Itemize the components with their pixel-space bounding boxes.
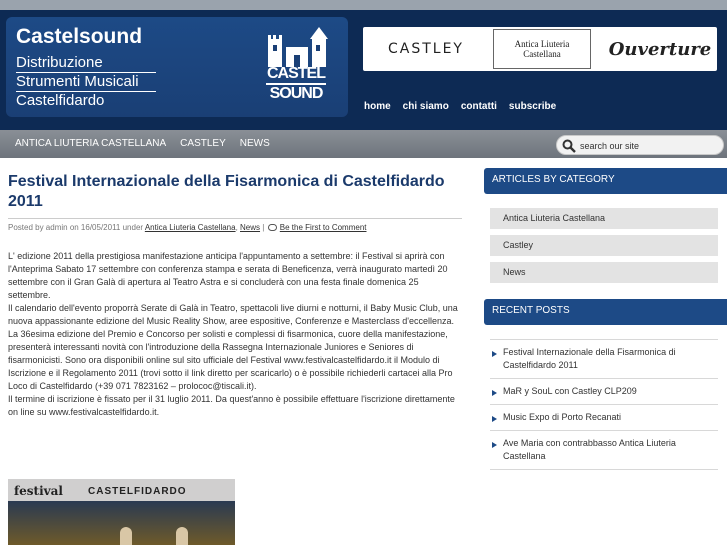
- comment-icon: [268, 224, 277, 231]
- logo-wordmark-line-1: CASTEL: [267, 65, 325, 82]
- antica-logo-line-2: Castellana: [523, 49, 561, 59]
- search-input[interactable]: [580, 138, 720, 153]
- recent-post-item[interactable]: Ave Maria con contrabbasso Antica Liuteria Castellana: [490, 431, 718, 470]
- post-image-festival[interactable]: [8, 479, 235, 545]
- post-paragraph: L' edizione 2011 della prestigiosa manifestazione anticipa l'appuntamento a settembre: il Festival si aprirà con l'Anteprima Sabato 17 settembre con conferenza stampa e serata di Beneficenza, verrà inaugurato martedì 20 settembre con il Gran Galà di apertura al Teatro Astra e si concluderà con una festa finale domenica 25 settembre.: [8, 251, 448, 300]
- image-figure: [176, 527, 188, 545]
- post-paragraph: Il termine di iscrizione è fissato per il 31 luglio 2011. Da quest'anno è possibile effettuare l'iscrizione direttamente on line su www.festivalcastelfidardo.it.: [8, 394, 455, 417]
- brand-panel: [6, 17, 348, 117]
- castel-sound-logo[interactable]: [264, 27, 330, 109]
- post-body: [8, 250, 458, 419]
- logo-wordmark-line-2: SOUND: [266, 83, 326, 103]
- logo-wordmark: [266, 65, 326, 103]
- brand-title[interactable]: Castelsound: [16, 25, 143, 48]
- castley-logo[interactable]: CASTLEY: [388, 41, 464, 57]
- recent-post-item[interactable]: MaR y SouL con Castley CLP209: [490, 379, 718, 405]
- antica-logo-line-1: Antica Liuteria: [514, 39, 570, 49]
- nav-castley[interactable]: CASTLEY: [180, 138, 226, 149]
- brand-subtitle-line-3: Castelfidardo: [16, 92, 105, 109]
- post-paragraph: Il calendario dell'evento proporrà Serate di Galà in Teatro, spettacoli live diurni e notturni, il Baby Music Club, una nuova appassionante edizione del Music Reality Show, aree espositive, Conferenze e Masterclass d'eccellenza.: [8, 303, 458, 326]
- recent-post-item[interactable]: Music Expo di Porto Recanati: [490, 405, 718, 431]
- recent-posts-list: [490, 339, 718, 470]
- post-title[interactable]: Festival Internazionale della Fisarmonica di Castelfidardo 2011: [8, 173, 445, 210]
- nav-chi-siamo[interactable]: chi siamo: [402, 101, 449, 112]
- image-caption-castelfidardo: CASTELFIDARDO: [88, 486, 187, 497]
- post-meta: Posted by admin on 16/05/2011 under Antica Liuteria Castellana, News | Be the First to Comment: [8, 218, 462, 232]
- comment-link[interactable]: Be the First to Comment: [279, 223, 367, 232]
- brand-subtitle: [16, 55, 156, 111]
- category-list: [484, 208, 727, 283]
- nav-subscribe[interactable]: subscribe: [508, 101, 557, 112]
- nav-home[interactable]: home: [364, 101, 391, 112]
- brand-subtitle-line-1: Distribuzione: [16, 55, 156, 73]
- castle-icon: [264, 27, 330, 67]
- brand-subtitle-line-2: Strumenti Musicali: [16, 74, 156, 92]
- post-category-link-antica[interactable]: Antica Liuteria Castellana: [144, 223, 236, 232]
- categories-widget-title: ARTICLES BY CATEGORY: [484, 168, 727, 194]
- nav-contatti[interactable]: contatti: [460, 101, 497, 112]
- nav-news[interactable]: NEWS: [239, 138, 270, 149]
- category-item-news[interactable]: News: [490, 262, 718, 283]
- search-box: [556, 135, 724, 155]
- image-figure: [120, 527, 132, 545]
- post-meta-prefix: Posted by admin on 16/05/2011 under: [8, 223, 144, 232]
- antica-liuteria-logo[interactable]: [493, 29, 591, 69]
- post-paragraph: La 36esima edizione del Premio e Concorso per solisti e complessi di fisarmonica, cuore della manifestazione, presenterà interessanti novità con l'introduzione della Rassegna Internazionale Juniores e Seniores di fisarmonicisti. Sono ora disponibili online sul sito ufficiale del Festival www.festivalcastelfidardo.it il Modulo di Iscrizione e il Regolamento 2011 (trovi sotto il link diretto per scaricarlo) o è possibile richiederli cartacei alla Pro Loco di Castelfidardo (+39 071 7823162 – prolococ@tiscali.it).: [8, 329, 453, 391]
- top-navigation: [364, 101, 556, 112]
- nav-antica-liuteria-castellana[interactable]: ANTICA LIUTERIA CASTELLANA: [15, 138, 167, 149]
- sidebar: [484, 168, 727, 470]
- recent-post-item[interactable]: Festival Internazionale della Fisarmonica di Castelfidardo 2011: [490, 340, 718, 379]
- post-category-link-news[interactable]: News: [240, 223, 261, 232]
- category-item-castley[interactable]: Castley: [490, 235, 718, 256]
- category-item-antica[interactable]: Antica Liuteria Castellana: [490, 208, 718, 229]
- sponsor-banner: [363, 27, 717, 71]
- site-header: [0, 0, 727, 130]
- ouverture-logo[interactable]: Ouverture: [608, 38, 712, 60]
- recent-posts-widget-title: RECENT POSTS: [484, 299, 727, 325]
- search-icon[interactable]: [562, 139, 576, 153]
- header-top-strip: [0, 0, 727, 10]
- image-caption-festival: festival: [14, 484, 63, 498]
